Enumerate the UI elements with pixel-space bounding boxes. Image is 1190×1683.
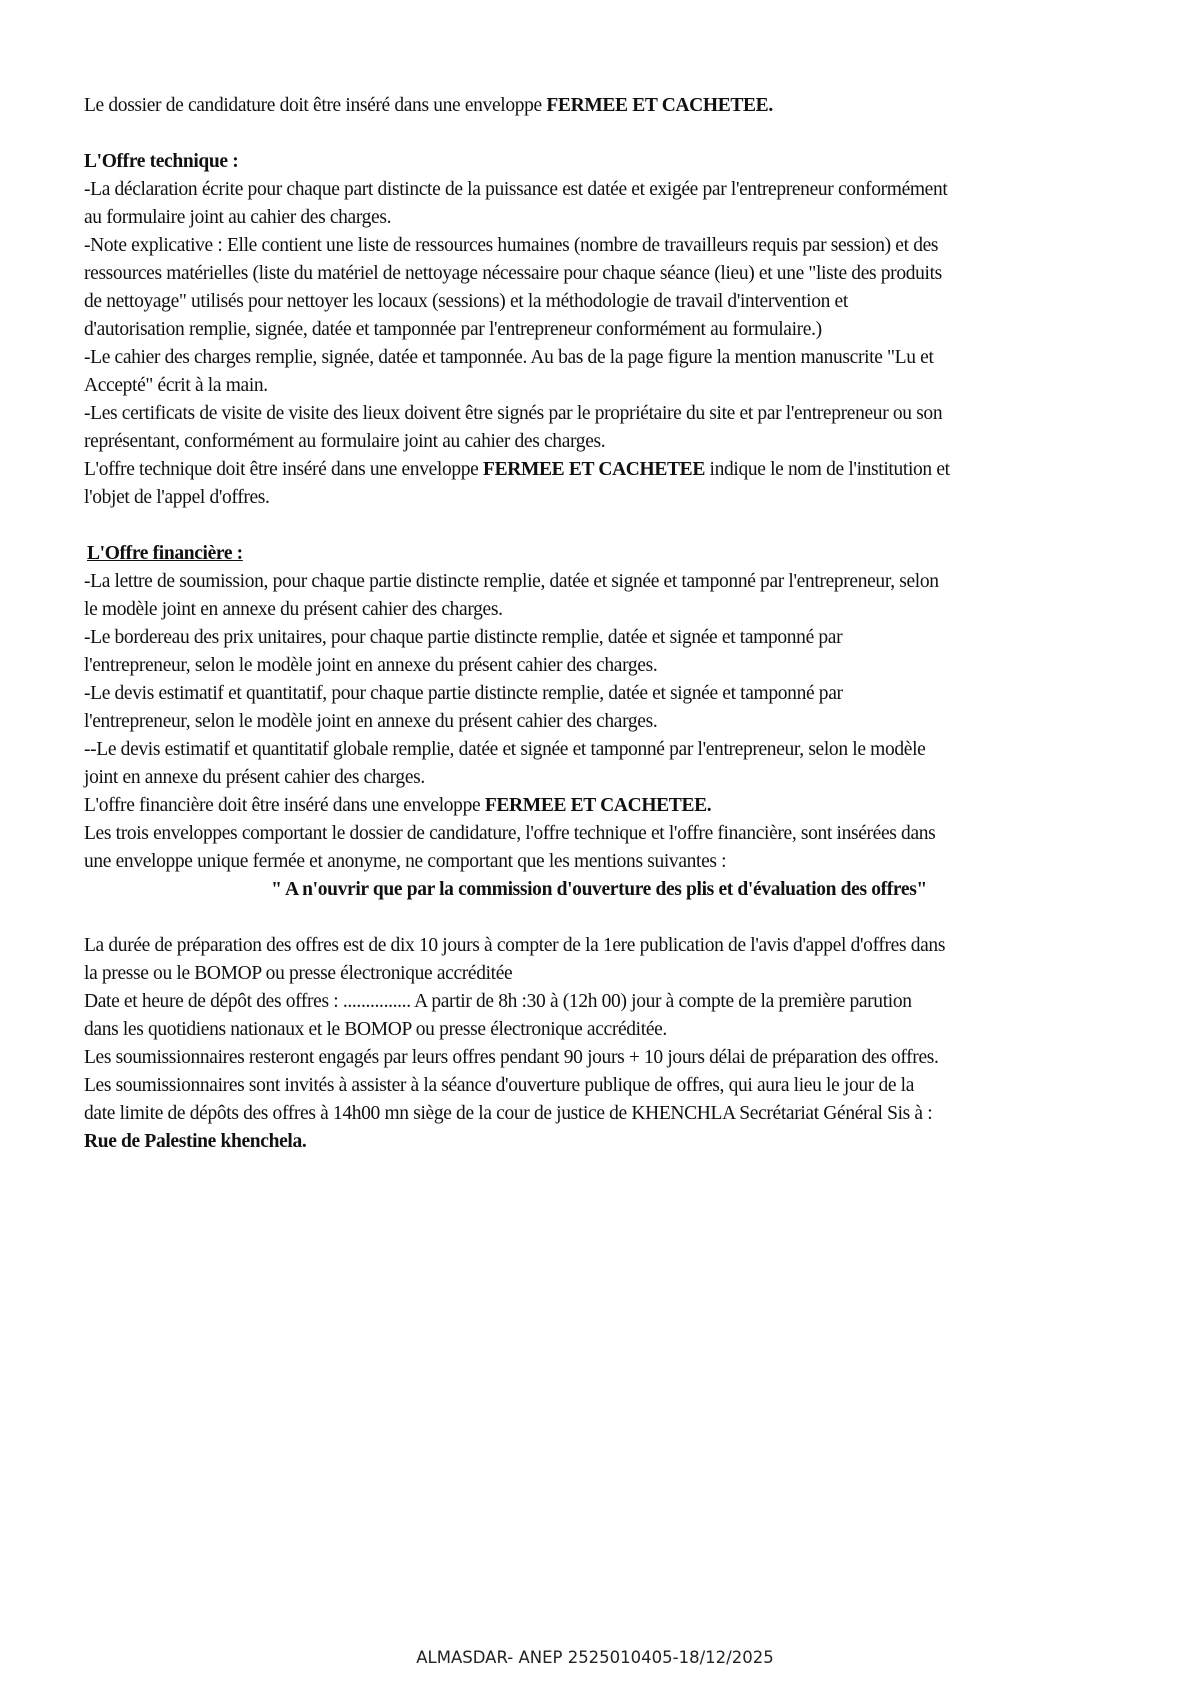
spacer [84,120,1134,148]
technical-offer-list [84,176,1134,456]
candidature-envelope-note [84,92,1134,120]
technical-line: au formulaire joint au cahier des charges. [84,207,392,228]
technical-line: -La déclaration écrite pour chaque part distincte de la puissance est datée et exigée par l'entrepreneur conformément [84,179,948,200]
three-envelopes-line: Les trois enveloppes comportant le dossier de candidature, l'offre technique et l'offre financière, sont insérées dans [84,823,936,844]
technical-envelope-post: indique le nom de l'institution et [704,459,950,480]
technical-envelope-pre: L'offre technique doit être inséré dans une enveloppe [84,459,484,480]
intro-emphasis: FERMEE ET CACHETEE. [546,95,773,116]
technical-line: -Note explicative : Elle contient une liste de ressources humaines (nombre de travailleurs requis par session) et des [84,235,939,256]
technical-envelope-note [84,456,1134,484]
three-envelopes-line: une enveloppe unique fermée et anonyme, ne comportant que les mentions suivantes : [84,851,727,872]
closing-line: dans les quotidiens nationaux et le BOMOP ou presse électronique accréditée. [84,1019,667,1040]
technical-line: représentant, conformément au formulaire joint au cahier des charges. [84,431,606,452]
financial-line: -La lettre de soumission, pour chaque partie distincte remplie, datée et signée et tamponné par l'entrepreneur, selon [84,571,939,592]
closing-line: date limite de dépôts des offres à 14h00 mn siège de la cour de justice de KHENCHLA Secrétariat Général Sis à : [84,1103,933,1124]
technical-line: de nettoyage" utilisés pour nettoyer les locaux (sessions) et la méthodologie de travail d'intervention et [84,291,848,312]
technical-envelope-emphasis: FERMEE ET CACHETEE [483,459,705,480]
financial-envelope-emphasis: FERMEE ET CACHETEE. [484,795,712,816]
financial-line: -Le devis estimatif et quantitatif, pour chaque partie distincte remplie, datée et signée et tamponné par [84,683,843,704]
technical-line: -Le cahier des charges remplie, signée, datée et tamponnée. Au bas de la page figure la mention manuscrite "Lu et [84,347,934,368]
spacer [84,904,1134,932]
technical-offer-heading: L'Offre technique : [84,151,239,172]
financial-envelope-note [84,792,1134,820]
technical-line: d'autorisation remplie, signée, datée et tamponnée par l'entrepreneur conformément au formulaire.) [84,319,822,340]
closing-line: La durée de préparation des offres est de dix 10 jours à compter de la 1ere publication de l'avis d'appel d'offres dans [84,935,946,956]
financial-line: --Le devis estimatif et quantitatif globale remplie, datée et signée et tamponné par l'entrepreneur, selon le modèle [84,739,926,760]
closing-line: la presse ou le BOMOP ou presse électronique accréditée [84,963,513,984]
financial-line: joint en annexe du présent cahier des charges. [84,767,425,788]
technical-line: -Les certificats de visite de visite des lieux doivent être signés par le propriétaire du site et par l'entrepreneur ou son [84,403,943,424]
spacer [84,512,1134,540]
financial-line: -Le bordereau des prix unitaires, pour chaque partie distincte remplie, datée et signée et tamponné par [84,627,843,648]
footer-reference: ALMASDAR- ANEP 2525010405-18/12/2025 [416,1648,774,1667]
address: Rue de Palestine khenchela. [84,1131,307,1152]
envelope-mention: " A n'ouvrir que par la commission d'ouverture des plis et d'évaluation des offres" [271,879,927,900]
technical-envelope-line2: l'objet de l'appel d'offres. [84,487,270,508]
closing-line: Date et heure de dépôt des offres : ............... A partir de 8h :30 à (12h 00) jour à compte de la première parution [84,991,912,1012]
closing-line: Les soumissionnaires sont invités à assister à la séance d'ouverture publique de offres, qui aura lieu le jour de la [84,1075,915,1096]
financial-line: le modèle joint en annexe du présent cahier des charges. [84,599,503,620]
financial-envelope-pre: L'offre financière doit être inséré dans une enveloppe [84,795,485,816]
financial-offer-list [84,568,1134,792]
financial-line: l'entrepreneur, selon le modèle joint en annexe du présent cahier des charges. [84,655,658,676]
document-body [84,92,1134,1156]
intro-text: Le dossier de candidature doit être inséré dans une enveloppe [84,95,547,116]
financial-offer-heading: L'Offre financière : [87,543,243,564]
financial-line: l'entrepreneur, selon le modèle joint en annexe du présent cahier des charges. [84,711,658,732]
technical-line: Accepté" écrit à la main. [84,375,268,396]
closing-paragraphs [84,932,1134,1128]
technical-line: ressources matérielles (liste du matériel de nettoyage nécessaire pour chaque séance (lieu) et une "liste des produits [84,263,942,284]
closing-line: Les soumissionnaires resteront engagés par leurs offres pendant 90 jours + 10 jours délai de préparation des offres. [84,1047,939,1068]
financial-offer-heading-wrap [84,540,1134,568]
